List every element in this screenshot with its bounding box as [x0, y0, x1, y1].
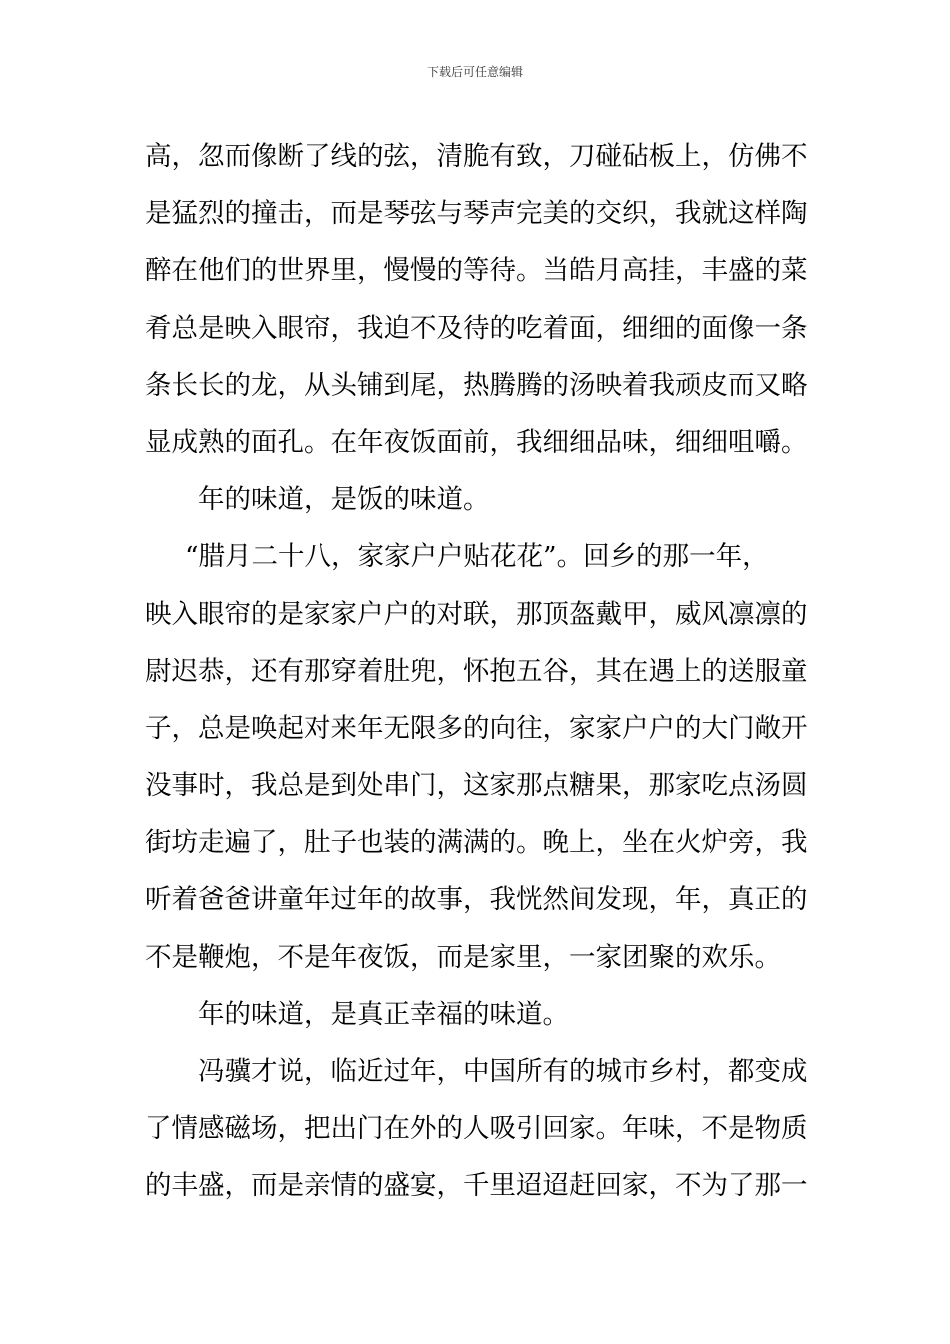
text-line: 了情感磁场，把出门在外的人吸引回家。年味，不是物质	[145, 1113, 808, 1145]
document-body	[145, 128, 810, 1215]
text-line: 子，总是唤起对来年无限多的向往，家家户户的大门敞开	[145, 712, 808, 744]
text-line: 街坊走遍了，肚子也装的满满的。晚上，坐在火炉旁，我	[145, 827, 808, 859]
text-line: 是猛烈的撞击，而是琴弦与琴声完美的交织，我就这样陶	[145, 198, 808, 230]
paragraph-heading-line: 年的味道，是真正幸福的味道。	[198, 998, 569, 1030]
text-line: 高，忽而像断了线的弦，清脆有致，刀碰砧板上，仿佛不	[145, 141, 808, 172]
text-line: 肴总是映入眼帘，我迫不及待的吃着面，细细的面像一条	[145, 312, 808, 344]
page-header-note: 下载后可任意编辑	[426, 65, 523, 79]
text-line: 条长长的龙，从头铺到尾，热腾腾的汤映着我顽皮而又略	[145, 369, 808, 401]
text-line: 显成熟的面孔。在年夜饭面前，我细细品味，细细咀嚼。	[145, 426, 808, 458]
paragraph-heading-line: 年的味道，是饭的味道。	[198, 484, 490, 516]
text-line: 的丰盛，而是亲情的盛宴，千里迢迢赶回家，不为了那一	[145, 1170, 808, 1202]
text-line: 听着爸爸讲童年过年的故事，我恍然间发现，年，真正的	[145, 884, 808, 916]
text-line: 没事时，我总是到处串门，这家那点糖果，那家吃点汤圆	[145, 770, 808, 802]
text-line: 冯骥才说，临近过年，中国所有的城市乡村，都变成	[198, 1056, 808, 1087]
text-line: 尉迟恭，还有那穿着肚兜，怀抱五谷，其在遇上的送服童	[145, 655, 808, 687]
text-line: 醉在他们的世界里，慢慢的等待。当皓月高挂，丰盛的菜	[145, 255, 808, 287]
text-line: 不是鞭炮，不是年夜饭，而是家里，一家团聚的欢乐。	[145, 941, 781, 973]
text-line: “腊月二十八，家家户户贴花花”。回乡的那一年，	[185, 541, 769, 573]
text-line: 映入眼帘的是家家户户的对联，那顶盔戴甲，威风凛凛的	[145, 598, 808, 630]
